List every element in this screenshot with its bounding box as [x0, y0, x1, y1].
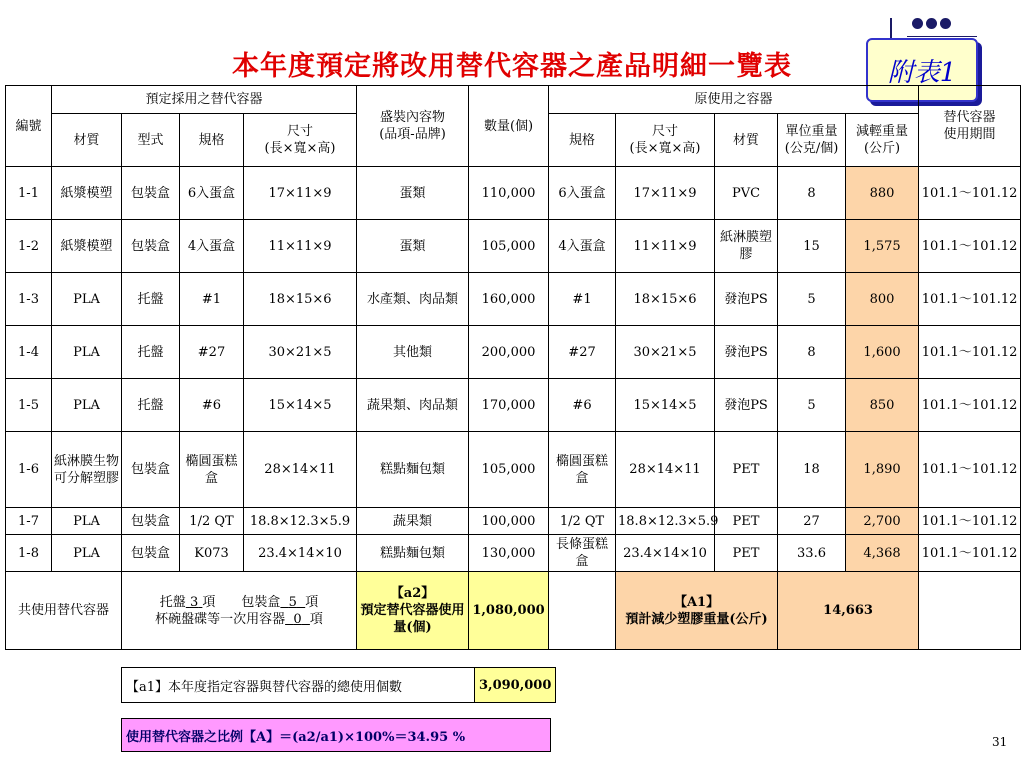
cell-contents: 其他類 — [357, 326, 469, 379]
cell-id: 1-5 — [6, 379, 52, 432]
header-material: 材質 — [52, 114, 122, 167]
table-row — [6, 508, 1021, 535]
cell-spec: 6入蛋盒 — [180, 167, 244, 220]
cell-orig-spec: 6入蛋盒 — [549, 167, 616, 220]
cell-unit-weight: 5 — [778, 273, 846, 326]
cell-reduction: 1,890 — [846, 432, 919, 508]
a2-label: 【a2】 預定替代容器使用量(個) — [357, 572, 469, 650]
header-spec: 規格 — [180, 114, 244, 167]
table-row — [6, 273, 1021, 326]
cell-type: 托盤 — [122, 326, 180, 379]
header-planned: 預定採用之替代容器 — [52, 86, 357, 114]
cell-orig-size: 18.8×12.3×5.9 — [616, 508, 715, 535]
total-usage-label: 【a1】本年度指定容器與替代容器的總使用個數 — [122, 668, 475, 703]
cell-orig-size: 18×15×6 — [616, 273, 715, 326]
cell-type: 托盤 — [122, 273, 180, 326]
total-usage-value: 3,090,000 — [475, 668, 556, 703]
table-row — [6, 167, 1021, 220]
cell-orig-material: PVC — [715, 167, 778, 220]
cell-contents: 水產類、肉品類 — [357, 273, 469, 326]
cell-period: 101.1～101.12 — [919, 167, 1021, 220]
cell-orig-material: 發泡PS — [715, 326, 778, 379]
cell-material: PLA — [52, 326, 122, 379]
header-period: 替代容器 使用期間 — [919, 86, 1021, 167]
cell-orig-size: 11×11×9 — [616, 220, 715, 273]
cell-spec: 橢圓蛋糕盒 — [180, 432, 244, 508]
cell-reduction: 800 — [846, 273, 919, 326]
cell-orig-spec: 橢圓蛋糕盒 — [549, 432, 616, 508]
summary-label: 共使用替代容器 — [6, 572, 122, 650]
cell-spec: #6 — [180, 379, 244, 432]
cell-period: 101.1～101.12 — [919, 508, 1021, 535]
header-orig-spec: 規格 — [549, 114, 616, 167]
cell-quantity: 160,000 — [469, 273, 549, 326]
table-row — [6, 379, 1021, 432]
cell-quantity: 170,000 — [469, 379, 549, 432]
cell-size: 15×14×5 — [244, 379, 357, 432]
cell-period: 101.1～101.12 — [919, 432, 1021, 508]
a2-value: 1,080,000 — [469, 572, 549, 650]
cell-reduction: 4,368 — [846, 535, 919, 572]
cell-orig-spec: #6 — [549, 379, 616, 432]
cell-unit-weight: 8 — [778, 326, 846, 379]
cell-contents: 蔬果類 — [357, 508, 469, 535]
cell-quantity: 110,000 — [469, 167, 549, 220]
table-row — [6, 326, 1021, 379]
appendix-badge: 附表1 — [866, 38, 978, 102]
cell-contents: 蛋類 — [357, 220, 469, 273]
cell-type: 包裝盒 — [122, 508, 180, 535]
cell-id: 1-3 — [6, 273, 52, 326]
cell-unit-weight: 18 — [778, 432, 846, 508]
cell-orig-size: 28×14×11 — [616, 432, 715, 508]
header-reduction: 減輕重量 (公斤) — [846, 114, 919, 167]
header-original: 原使用之容器 — [549, 86, 919, 114]
cell-material: PLA — [52, 508, 122, 535]
cell-orig-size: 23.4×14×10 — [616, 535, 715, 572]
cell-contents: 蔬果類、肉品類 — [357, 379, 469, 432]
cell-orig-material: 發泡PS — [715, 273, 778, 326]
cell-orig-material: PET — [715, 508, 778, 535]
cell-orig-material: 紙淋膜塑膠 — [715, 220, 778, 273]
cell-orig-material: PET — [715, 432, 778, 508]
cell-id: 1-2 — [6, 220, 52, 273]
cell-orig-size: 17×11×9 — [616, 167, 715, 220]
cell-material: 紙淋膜生物可分解塑膠 — [52, 432, 122, 508]
table-row — [6, 220, 1021, 273]
cell-material: 紙漿模塑 — [52, 220, 122, 273]
cell-size: 11×11×9 — [244, 220, 357, 273]
cell-material: PLA — [52, 273, 122, 326]
header-quantity: 數量(個) — [469, 86, 549, 167]
header-orig-size: 尺寸 (長×寬×高) — [616, 114, 715, 167]
table-row — [6, 535, 1021, 572]
cell-id: 1-8 — [6, 535, 52, 572]
cell-reduction: 1,575 — [846, 220, 919, 273]
cell-quantity: 105,000 — [469, 220, 549, 273]
a1-value: 14,663 — [778, 572, 919, 650]
cell-material: 紙漿模塑 — [52, 167, 122, 220]
cell-period: 101.1～101.12 — [919, 379, 1021, 432]
a1-label: 【A1】 預計減少塑膠重量(公斤) — [616, 572, 778, 650]
cell-orig-spec: 長條蛋糕盒 — [549, 535, 616, 572]
cell-material: PLA — [52, 535, 122, 572]
cell-orig-material: 發泡PS — [715, 379, 778, 432]
cell-id: 1-4 — [6, 326, 52, 379]
cell-unit-weight: 33.6 — [778, 535, 846, 572]
cell-type: 包裝盒 — [122, 432, 180, 508]
cell-reduction: 880 — [846, 167, 919, 220]
cell-contents: 糕點麵包類 — [357, 432, 469, 508]
header-size: 尺寸 (長×寬×高) — [244, 114, 357, 167]
decor-dots — [912, 14, 954, 33]
header-id: 編號 — [6, 86, 52, 167]
cell-period: 101.1～101.12 — [919, 326, 1021, 379]
cell-id: 1-6 — [6, 432, 52, 508]
cell-orig-material: PET — [715, 535, 778, 572]
cell-type: 托盤 — [122, 379, 180, 432]
cell-reduction: 2,700 — [846, 508, 919, 535]
cell-spec: 1/2 QT — [180, 508, 244, 535]
cell-spec: 4入蛋盒 — [180, 220, 244, 273]
cell-reduction: 1,600 — [846, 326, 919, 379]
cell-period: 101.1～101.12 — [919, 273, 1021, 326]
cell-reduction: 850 — [846, 379, 919, 432]
summary-empty — [549, 572, 616, 650]
cell-orig-spec: 4入蛋盒 — [549, 220, 616, 273]
cell-id: 1-7 — [6, 508, 52, 535]
header-orig-material: 材質 — [715, 114, 778, 167]
summary-empty — [919, 572, 1021, 650]
cell-quantity: 130,000 — [469, 535, 549, 572]
total-usage-box — [121, 667, 556, 703]
header-type: 型式 — [122, 114, 180, 167]
cell-unit-weight: 15 — [778, 220, 846, 273]
cell-size: 30×21×5 — [244, 326, 357, 379]
cell-orig-spec: 1/2 QT — [549, 508, 616, 535]
cell-size: 23.4×14×10 — [244, 535, 357, 572]
cell-size: 18.8×12.3×5.9 — [244, 508, 357, 535]
cell-orig-spec: #27 — [549, 326, 616, 379]
cell-contents: 蛋類 — [357, 167, 469, 220]
cell-contents: 糕點麵包類 — [357, 535, 469, 572]
cell-size: 18×15×6 — [244, 273, 357, 326]
cell-orig-size: 15×14×5 — [616, 379, 715, 432]
cell-period: 101.1～101.12 — [919, 535, 1021, 572]
cell-size: 28×14×11 — [244, 432, 357, 508]
cell-type: 包裝盒 — [122, 167, 180, 220]
cell-unit-weight: 5 — [778, 379, 846, 432]
summary-counts: 托盤 3 項 包裝盒 5 項 杯碗盤碟等一次用容器 0 項 — [122, 572, 357, 650]
header-unit-weight: 單位重量 (公克/個) — [778, 114, 846, 167]
page-title: 本年度預定將改用替代容器之產品明細一覽表 — [232, 51, 792, 82]
cell-unit-weight: 8 — [778, 167, 846, 220]
header-contents: 盛裝內容物 (品項-品牌) — [357, 86, 469, 167]
cell-orig-spec: #1 — [549, 273, 616, 326]
cell-type: 包裝盒 — [122, 535, 180, 572]
cell-quantity: 100,000 — [469, 508, 549, 535]
cell-material: PLA — [52, 379, 122, 432]
table-row — [6, 432, 1021, 508]
cell-quantity: 105,000 — [469, 432, 549, 508]
product-table — [5, 85, 1021, 650]
cell-size: 17×11×9 — [244, 167, 357, 220]
cell-spec: K073 — [180, 535, 244, 572]
page-number: 31 — [992, 735, 1008, 749]
cell-id: 1-1 — [6, 167, 52, 220]
cell-spec: #1 — [180, 273, 244, 326]
cell-orig-size: 30×21×5 — [616, 326, 715, 379]
cell-spec: #27 — [180, 326, 244, 379]
cell-quantity: 200,000 — [469, 326, 549, 379]
cell-type: 包裝盒 — [122, 220, 180, 273]
decor-line — [907, 36, 977, 37]
cell-period: 101.1～101.12 — [919, 220, 1021, 273]
ratio-box: 使用替代容器之比例【A】＝(a2/a1)×100%＝34.95 % — [121, 718, 551, 752]
cell-unit-weight: 27 — [778, 508, 846, 535]
